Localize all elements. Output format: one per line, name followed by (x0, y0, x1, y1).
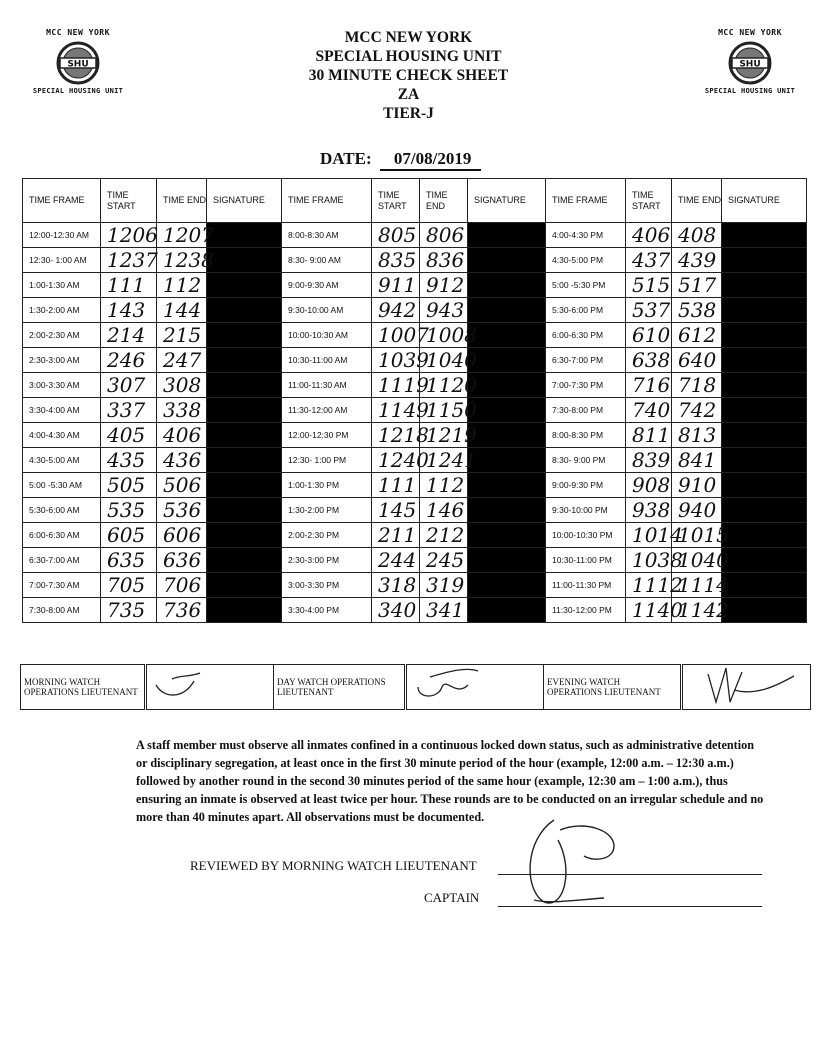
signature-cell (722, 223, 807, 248)
col-signature: SIGNATURE (722, 179, 807, 223)
time-start-cell: 535 (101, 498, 157, 523)
signature-cell (207, 523, 282, 548)
time-end-cell: 636 (157, 548, 207, 573)
time-start-cell: 610 (626, 323, 672, 348)
time-frame-cell: 10:00-10:30 PM (546, 523, 626, 548)
time-end-cell: 1008 (420, 323, 468, 348)
time-start-cell: 244 (372, 548, 420, 573)
time-start-cell: 908 (626, 473, 672, 498)
time-start-cell: 1218 (372, 423, 420, 448)
signature-cell (207, 373, 282, 398)
logo-bottom-text: SPECIAL HOUSING UNIT (32, 87, 124, 95)
table-row (23, 298, 807, 323)
time-end-cell: 813 (672, 423, 722, 448)
time-start-cell: 1206 (101, 223, 157, 248)
time-start-cell: 835 (372, 248, 420, 273)
time-start-cell: 740 (626, 398, 672, 423)
time-end-cell: 406 (157, 423, 207, 448)
time-frame-cell: 9:30-10:00 AM (282, 298, 372, 323)
day-watch-label: DAY WATCH OPERATIONS LIEUTENANT (274, 665, 406, 710)
time-frame-cell: 4:30-5:00 PM (546, 248, 626, 273)
logo-right (700, 28, 800, 95)
time-end-cell: 536 (157, 498, 207, 523)
signature-cell (468, 548, 546, 573)
time-end-cell: 742 (672, 398, 722, 423)
time-end-cell: 112 (420, 473, 468, 498)
time-start-cell: 938 (626, 498, 672, 523)
time-frame-cell: 7:30-8:00 AM (23, 598, 101, 623)
date-label: DATE: (320, 149, 372, 168)
time-start-cell: 638 (626, 348, 672, 373)
time-frame-cell: 2:00-2:30 PM (282, 523, 372, 548)
time-frame-cell: 7:00-7:30 AM (23, 573, 101, 598)
time-end-cell: 640 (672, 348, 722, 373)
time-start-cell: 505 (101, 473, 157, 498)
time-frame-cell: 4:00-4:30 AM (23, 423, 101, 448)
time-end-cell: 144 (157, 298, 207, 323)
signature-cell (722, 523, 807, 548)
table-row (23, 323, 807, 348)
time-end-cell: 308 (157, 373, 207, 398)
logo-bottom-text: SPECIAL HOUSING UNIT (704, 87, 796, 95)
time-end-cell: 806 (420, 223, 468, 248)
reviewer-handwritten-signature (514, 800, 634, 920)
time-end-cell: 836 (420, 248, 468, 273)
signature-cell (468, 398, 546, 423)
signature-cell (207, 348, 282, 373)
time-frame-cell: 3:00-3:30 AM (23, 373, 101, 398)
time-start-cell: 337 (101, 398, 157, 423)
time-end-cell: 212 (420, 523, 468, 548)
time-start-cell: 246 (101, 348, 157, 373)
logo-top-text: MCC NEW YORK (718, 28, 782, 37)
time-start-cell: 1119 (372, 373, 420, 398)
time-end-cell: 1207 (157, 223, 207, 248)
time-frame-cell: 6:30-7:00 AM (23, 548, 101, 573)
table-row (23, 473, 807, 498)
signature-cell (207, 598, 282, 623)
time-start-cell: 705 (101, 573, 157, 598)
date-field (320, 149, 481, 171)
table-row (23, 373, 807, 398)
signature-cell (722, 423, 807, 448)
time-start-cell: 605 (101, 523, 157, 548)
time-start-cell: 435 (101, 448, 157, 473)
time-start-cell: 307 (101, 373, 157, 398)
time-end-cell: 736 (157, 598, 207, 623)
time-end-cell: 436 (157, 448, 207, 473)
time-start-cell: 111 (372, 473, 420, 498)
time-end-cell: 612 (672, 323, 722, 348)
signature-cell (468, 448, 546, 473)
header-line-1: MCC NEW YORK (344, 29, 473, 46)
time-frame-cell: 5:00 -5:30 AM (23, 473, 101, 498)
time-frame-cell: 2:30-3:00 PM (282, 548, 372, 573)
time-end-cell: 718 (672, 373, 722, 398)
time-start-cell: 1149 (372, 398, 420, 423)
signature-cell (207, 223, 282, 248)
time-start-cell: 340 (372, 598, 420, 623)
logo-left (28, 28, 128, 95)
header-line-2: SPECIAL HOUSING UNIT (315, 48, 502, 65)
header-line-4: ZA (397, 86, 420, 103)
signature-cell (468, 373, 546, 398)
time-start-cell: 1039 (372, 348, 420, 373)
time-frame-cell: 11:30-12:00 PM (546, 598, 626, 623)
time-frame-cell: 11:00-11:30 AM (282, 373, 372, 398)
time-start-cell: 942 (372, 298, 420, 323)
time-end-cell: 1142 (672, 598, 722, 623)
time-frame-cell: 8:00-8:30 AM (282, 223, 372, 248)
signature-cell (468, 273, 546, 298)
time-frame-cell: 3:30-4:00 PM (282, 598, 372, 623)
table-row (23, 573, 807, 598)
signature-cell (468, 573, 546, 598)
captain-label: CAPTAIN (424, 890, 480, 905)
sheet-header (250, 28, 567, 123)
signature-cell (722, 473, 807, 498)
time-start-cell: 406 (626, 223, 672, 248)
time-end-cell: 606 (157, 523, 207, 548)
time-end-cell: 245 (420, 548, 468, 573)
table-header-row (23, 179, 807, 223)
signature-cell (468, 523, 546, 548)
time-start-cell: 537 (626, 298, 672, 323)
time-start-cell: 805 (372, 223, 420, 248)
time-end-cell: 1241 (420, 448, 468, 473)
handwritten-signature (410, 669, 480, 703)
handwritten-signature (150, 669, 210, 703)
time-end-cell: 1150 (420, 398, 468, 423)
table-row (23, 223, 807, 248)
signature-cell (722, 573, 807, 598)
signature-cell (468, 298, 546, 323)
signature-cell (722, 323, 807, 348)
signature-cell (468, 498, 546, 523)
time-frame-cell: 12:30- 1:00 PM (282, 448, 372, 473)
time-start-cell: 716 (626, 373, 672, 398)
col-time-start: TIME START (372, 179, 420, 223)
time-frame-cell: 11:30-12:00 AM (282, 398, 372, 423)
time-end-cell: 1238 (157, 248, 207, 273)
time-start-cell: 735 (101, 598, 157, 623)
time-end-cell: 1114 (672, 573, 722, 598)
logo-top-text: MCC NEW YORK (46, 28, 110, 37)
time-start-cell: 1038 (626, 548, 672, 573)
col-time-end: TIME END (420, 179, 468, 223)
logo-center-text: SHU (739, 59, 761, 70)
time-frame-cell: 6:00-6:30 AM (23, 523, 101, 548)
time-frame-cell: 9:30-10:00 PM (546, 498, 626, 523)
signature-cell (722, 248, 807, 273)
time-start-cell: 145 (372, 498, 420, 523)
signature-cell (207, 323, 282, 348)
time-start-cell: 211 (372, 523, 420, 548)
time-frame-cell: 3:00-3:30 PM (282, 573, 372, 598)
time-end-cell: 247 (157, 348, 207, 373)
col-time-frame: TIME FRAME (23, 179, 101, 223)
time-frame-cell: 2:00-2:30 AM (23, 323, 101, 348)
time-start-cell: 1007 (372, 323, 420, 348)
time-frame-cell: 7:30-8:00 PM (546, 398, 626, 423)
time-frame-cell: 10:00-10:30 AM (282, 323, 372, 348)
time-frame-cell: 7:00-7:30 PM (546, 373, 626, 398)
table-row (23, 348, 807, 373)
time-frame-cell: 2:30-3:00 AM (23, 348, 101, 373)
time-start-cell: 1240 (372, 448, 420, 473)
table-row (23, 448, 807, 473)
date-value: 07/08/2019 (380, 149, 481, 171)
col-time-frame: TIME FRAME (282, 179, 372, 223)
table-row (23, 523, 807, 548)
time-frame-cell: 12:30- 1:00 AM (23, 248, 101, 273)
col-time-start: TIME START (101, 179, 157, 223)
signature-cell (468, 323, 546, 348)
shu-seal-icon (54, 41, 102, 85)
time-start-cell: 214 (101, 323, 157, 348)
time-end-cell: 319 (420, 573, 468, 598)
time-frame-cell: 1:00-1:30 PM (282, 473, 372, 498)
time-frame-cell: 5:00 -5:30 PM (546, 273, 626, 298)
handwritten-signature (686, 666, 796, 706)
signature-cell (207, 548, 282, 573)
time-frame-cell: 11:00-11:30 PM (546, 573, 626, 598)
time-frame-cell: 6:00-6:30 PM (546, 323, 626, 348)
signature-cell (468, 423, 546, 448)
time-end-cell: 1015 (672, 523, 722, 548)
time-end-cell: 146 (420, 498, 468, 523)
evening-watch-label: EVENING WATCH OPERATIONS LIEUTENANT (544, 665, 682, 710)
time-end-cell: 215 (157, 323, 207, 348)
time-end-cell: 940 (672, 498, 722, 523)
signature-cell (207, 248, 282, 273)
time-frame-cell: 1:30-2:00 PM (282, 498, 372, 523)
time-frame-cell: 9:00-9:30 PM (546, 473, 626, 498)
signature-cell (722, 273, 807, 298)
time-end-cell: 706 (157, 573, 207, 598)
col-time-end: TIME END (157, 179, 207, 223)
time-end-cell: 517 (672, 273, 722, 298)
col-time-frame: TIME FRAME (546, 179, 626, 223)
signature-cell (207, 573, 282, 598)
time-start-cell: 318 (372, 573, 420, 598)
shu-seal-icon (726, 41, 774, 85)
time-frame-cell: 9:00-9:30 AM (282, 273, 372, 298)
signature-cell (207, 498, 282, 523)
time-frame-cell: 8:30- 9:00 PM (546, 448, 626, 473)
time-start-cell: 437 (626, 248, 672, 273)
signature-cell (722, 373, 807, 398)
header-line-3: 30 MINUTE CHECK SHEET (308, 67, 509, 84)
time-end-cell: 1040 (420, 348, 468, 373)
col-signature: SIGNATURE (207, 179, 282, 223)
evening-watch-signature (682, 665, 811, 710)
time-frame-cell: 1:30-2:00 AM (23, 298, 101, 323)
signature-cell (722, 598, 807, 623)
day-watch-signature (406, 665, 544, 710)
signature-cell (722, 448, 807, 473)
lieutenant-table (20, 664, 811, 710)
table-row (23, 548, 807, 573)
table-row (23, 423, 807, 448)
table-row (23, 598, 807, 623)
time-start-cell: 1014 (626, 523, 672, 548)
time-frame-cell: 3:30-4:00 AM (23, 398, 101, 423)
time-end-cell: 506 (157, 473, 207, 498)
signature-cell (207, 473, 282, 498)
time-end-cell: 341 (420, 598, 468, 623)
time-end-cell: 1120 (420, 373, 468, 398)
time-frame-cell: 4:30-5:00 AM (23, 448, 101, 473)
time-frame-cell: 12:00-12:30 AM (23, 223, 101, 248)
time-start-cell: 911 (372, 273, 420, 298)
time-frame-cell: 6:30-7:00 PM (546, 348, 626, 373)
time-frame-cell: 5:30-6:00 AM (23, 498, 101, 523)
col-time-end: TIME END (672, 179, 722, 223)
signature-cell (207, 273, 282, 298)
signature-cell (468, 248, 546, 273)
time-frame-cell: 8:30- 9:00 AM (282, 248, 372, 273)
time-frame-cell: 5:30-6:00 PM (546, 298, 626, 323)
time-start-cell: 811 (626, 423, 672, 448)
time-start-cell: 1140 (626, 598, 672, 623)
signature-cell (722, 348, 807, 373)
time-frame-cell: 10:30-11:00 AM (282, 348, 372, 373)
morning-watch-signature (146, 665, 274, 710)
signature-cell (722, 548, 807, 573)
morning-watch-label: MORNING WATCH OPERATIONS LIEUTENANT (21, 665, 146, 710)
col-signature: SIGNATURE (468, 179, 546, 223)
col-time-start: TIME START (626, 179, 672, 223)
signature-cell (207, 298, 282, 323)
time-end-cell: 1219 (420, 423, 468, 448)
table-row (23, 273, 807, 298)
time-frame-cell: 1:00-1:30 AM (23, 273, 101, 298)
logo-center-text: SHU (67, 59, 89, 70)
time-end-cell: 538 (672, 298, 722, 323)
time-end-cell: 338 (157, 398, 207, 423)
time-end-cell: 910 (672, 473, 722, 498)
time-start-cell: 143 (101, 298, 157, 323)
check-table (22, 178, 807, 623)
header-line-5: TIER-J (383, 105, 434, 122)
signature-cell (722, 298, 807, 323)
time-end-cell: 841 (672, 448, 722, 473)
signature-cell (207, 398, 282, 423)
time-end-cell: 1040 (672, 548, 722, 573)
signature-cell (468, 348, 546, 373)
signature-cell (722, 498, 807, 523)
time-start-cell: 1237 (101, 248, 157, 273)
time-start-cell: 405 (101, 423, 157, 448)
time-frame-cell: 10:30-11:00 PM (546, 548, 626, 573)
time-start-cell: 515 (626, 273, 672, 298)
signature-cell (207, 448, 282, 473)
signature-cell (468, 598, 546, 623)
time-start-cell: 111 (101, 273, 157, 298)
time-start-cell: 839 (626, 448, 672, 473)
time-end-cell: 943 (420, 298, 468, 323)
table-row (23, 498, 807, 523)
time-frame-cell: 12:00-12:30 PM (282, 423, 372, 448)
signature-cell (468, 223, 546, 248)
signature-cell (722, 398, 807, 423)
signature-cell (207, 423, 282, 448)
table-row (23, 398, 807, 423)
time-end-cell: 112 (157, 273, 207, 298)
instructions-text: A staff member must observe all inmates confined in a continuous locked down status, such as administrative detention or disciplinary segregation, at least once in the first 30 minute period of the hour (example, 12:00 a.m. – 12:30 a.m.) followed by another round in the second 30 minutes period of the same hour (example, 12:30 am – 1:00 a.m.), thus ensuring an inmate is observed at least twice per hour. These rounds are to be conducted on an irregular schedule and no more than 40 minutes apart. All observations must be documented. (136, 738, 764, 824)
time-end-cell: 408 (672, 223, 722, 248)
signature-cell (468, 473, 546, 498)
time-frame-cell: 4:00-4:30 PM (546, 223, 626, 248)
time-start-cell: 635 (101, 548, 157, 573)
time-frame-cell: 8:00-8:30 PM (546, 423, 626, 448)
time-end-cell: 912 (420, 273, 468, 298)
table-row (23, 248, 807, 273)
time-end-cell: 439 (672, 248, 722, 273)
time-start-cell: 1112 (626, 573, 672, 598)
reviewed-by-label: REVIEWED BY MORNING WATCH LIEUTENANT (190, 858, 477, 873)
